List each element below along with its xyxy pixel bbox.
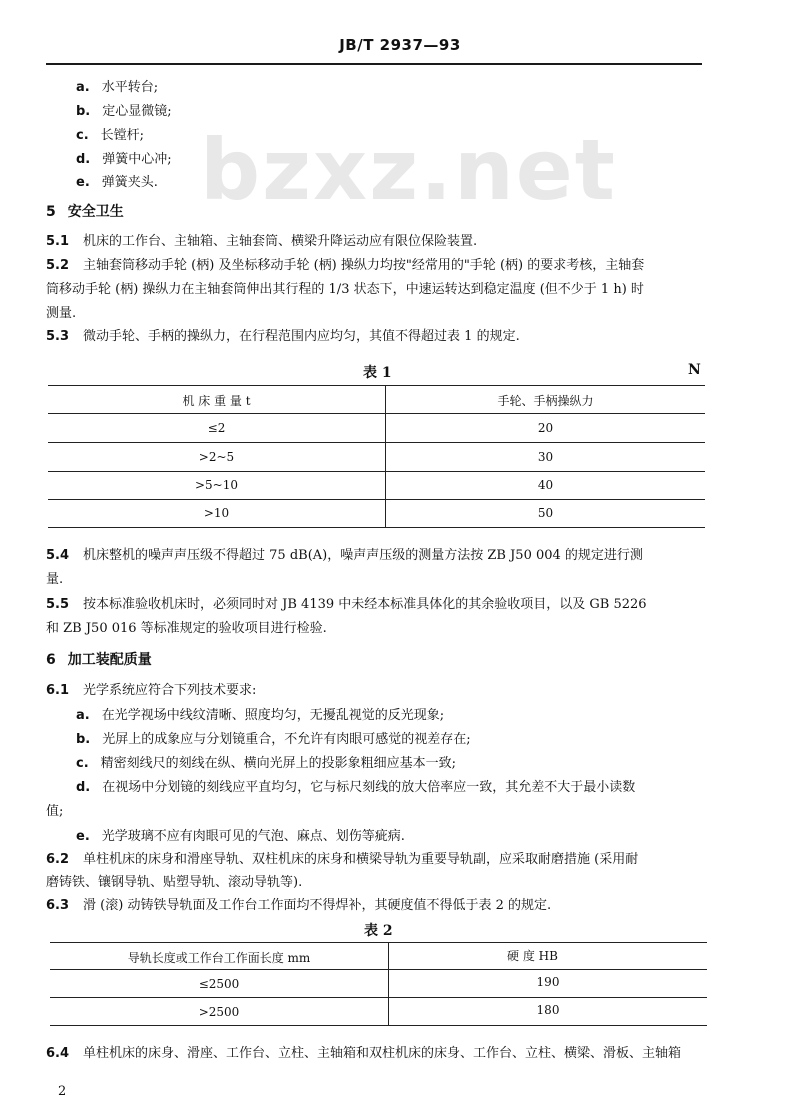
clause-text: 微动手轮、手柄的操纵力，在行程范围内应均匀，其值不得超过表 1 的规定.: [83, 329, 520, 344]
clause-number: 5.1: [46, 234, 70, 249]
clause-number: 5.4: [46, 548, 70, 563]
table-cell: >2500: [198, 1005, 240, 1019]
header-rule: [46, 63, 702, 65]
list-label: d.: [76, 152, 91, 167]
list-text: 定心显微镜;: [102, 104, 172, 119]
list-label: e.: [76, 175, 90, 190]
table-cell: 30: [537, 450, 554, 464]
table-rule: [48, 527, 705, 528]
clause-text: 主轴套筒移动手轮 (柄) 及坐标移动手轮 (柄) 操纵力均按"经常用的"手轮 (柄) 的要求考核，主轴套: [83, 258, 645, 273]
list-item: [76, 708, 444, 724]
list-item: [76, 829, 405, 845]
list-text: 弹簧夹头.: [101, 175, 158, 190]
clause-number: 5.3: [46, 329, 70, 344]
clause-text: 单柱机床的床身、滑座、工作台、立柱、主轴箱和双柱机床的床身、工作台、立柱、横梁、滑板、主轴箱: [83, 1046, 682, 1061]
table-rule: [50, 1025, 707, 1026]
section-number: 6: [46, 652, 56, 668]
list-item-continuation: 值;: [46, 804, 64, 819]
list-label: c.: [76, 128, 89, 143]
table-rule: [48, 499, 705, 500]
clause-6-2-line2: 磨铸铁、镶钢导轨、贴塑导轨、滚动导轨等).: [46, 875, 303, 890]
clause-number: 6.2: [46, 852, 70, 867]
list-label: a.: [76, 80, 90, 95]
section-5-heading: [46, 204, 124, 220]
clause-5-5-line2: 和 ZB J50 016 等标准规定的验收项目进行检验.: [46, 621, 327, 636]
clause-5-3: [46, 329, 520, 345]
table-rule: [48, 413, 705, 414]
list-label: a.: [76, 708, 90, 723]
table-cell: 20: [537, 421, 554, 435]
clause-number: 6.1: [46, 683, 70, 698]
list-item: [76, 104, 172, 120]
clause-6-3: [46, 898, 551, 914]
clause-5-1: [46, 234, 477, 250]
section-number: 5: [46, 204, 56, 220]
list-label: b.: [76, 732, 91, 747]
clause-6-4: [46, 1046, 681, 1062]
clause-6-1: [46, 683, 256, 699]
clause-5-4-line2: 量.: [46, 572, 64, 587]
table-cell: >5~10: [194, 478, 238, 492]
clause-number: 6.3: [46, 898, 70, 913]
table-header-cell: 手轮、手柄操纵力: [497, 394, 594, 408]
table-cell: >10: [203, 506, 230, 520]
table-2-caption: 表 2: [364, 923, 393, 939]
list-text: 长镗杆;: [100, 128, 145, 143]
clause-number: 6.4: [46, 1046, 70, 1061]
clause-text: 光学系统应符合下列技术要求:: [83, 683, 257, 698]
list-label: d.: [76, 780, 91, 795]
table-header-cell: 硬 度 HB: [507, 949, 558, 963]
table-rule: [48, 471, 705, 472]
watermark: bzxz.net: [200, 121, 617, 219]
clause-5-5: [46, 597, 647, 613]
clause-5-2: [46, 258, 644, 274]
table-cell: 40: [537, 478, 554, 492]
list-item: [76, 175, 158, 191]
clause-number: 5.5: [46, 597, 70, 612]
section-6-heading: [46, 652, 152, 668]
page-number: 2: [58, 1084, 67, 1099]
list-text: 光学玻璃不应有肉眼可见的气泡、麻点、划伤等疵病.: [101, 829, 405, 844]
clause-text: 滑 (滚) 动铸铁导轨面及工作台工作面均不得焊补，其硬度值不得低于表 2 的规定.: [83, 898, 552, 913]
list-text: 水平转台;: [101, 80, 159, 95]
clause-5-4: [46, 548, 643, 564]
standard-code-header: JB/T 2937—93: [339, 36, 461, 54]
table-header-cell: 机 床 重 量 t: [182, 394, 251, 408]
clause-number: 5.2: [46, 258, 70, 273]
table-cell: ≤2: [207, 421, 226, 435]
list-label: c.: [76, 756, 89, 771]
list-text: 在视场中分划镜的刻线应平直均匀，它与标尺刻线的放大倍率应一致，其允差不大于最小读数: [102, 780, 636, 795]
clause-6-2: [46, 852, 638, 868]
table-rule: [48, 385, 705, 386]
table-cell: ≤2500: [198, 977, 240, 991]
clause-5-2-line2: 筒移动手轮 (柄) 操纵力在主轴套筒伸出其行程的 1/3 状态下，中速运转达到稳定温度 (但不少于 1 h) 时: [46, 282, 644, 297]
section-title: 加工装配质量: [67, 652, 152, 668]
list-item: [76, 152, 172, 168]
table-1-caption: 表 1: [363, 365, 392, 381]
list-item: [76, 756, 456, 772]
table-cell: 50: [537, 506, 554, 520]
table-rule: [50, 997, 707, 998]
table-cell: 180: [536, 1003, 560, 1017]
list-item: [76, 780, 635, 796]
table-rule: [50, 942, 707, 943]
clause-text: 按本标准验收机床时，必须同时对 JB 4139 中未经本标准具体化的其余验收项目，以及 GB 5226: [83, 597, 647, 612]
clause-text: 机床的工作台、主轴箱、主轴套筒、横梁升降运动应有限位保险装置.: [83, 234, 478, 249]
clause-text: 单柱机床的床身和滑座导轨、双柱机床的床身和横梁导轨为重要导轨副，应采取耐磨措施 (采用耐: [83, 852, 639, 867]
table-1-unit: N: [688, 362, 701, 378]
list-text: 在光学视场中线纹清晰、照度均匀，无擾乱视觉的反光现象;: [101, 708, 445, 723]
table-cell: 190: [536, 975, 560, 989]
list-label: e.: [76, 829, 90, 844]
list-label: b.: [76, 104, 91, 119]
list-item: [76, 128, 144, 144]
table-rule: [50, 969, 707, 970]
clause-text: 机床整机的噪声声压级不得超过 75 dB(A)，噪声声压级的测量方法按 ZB J50 004 的规定进行测: [83, 548, 643, 563]
list-item: [76, 732, 471, 748]
list-item: [76, 80, 158, 96]
list-text: 精密刻线尺的刻线在纵、横向光屏上的投影象粗细应基本一致;: [100, 756, 457, 771]
table-header-cell: 导轨长度或工作台工作面长度 mm: [127, 951, 311, 965]
list-text: 光屏上的成象应与分划镜重合，不允许有肉眼可感觉的视差存在;: [102, 732, 471, 747]
table-rule: [48, 442, 705, 443]
list-text: 弹簧中心冲;: [102, 152, 172, 167]
section-title: 安全卫生: [67, 204, 124, 220]
clause-5-2-line3: 测量.: [46, 306, 77, 321]
table-cell: >2~5: [198, 450, 235, 464]
